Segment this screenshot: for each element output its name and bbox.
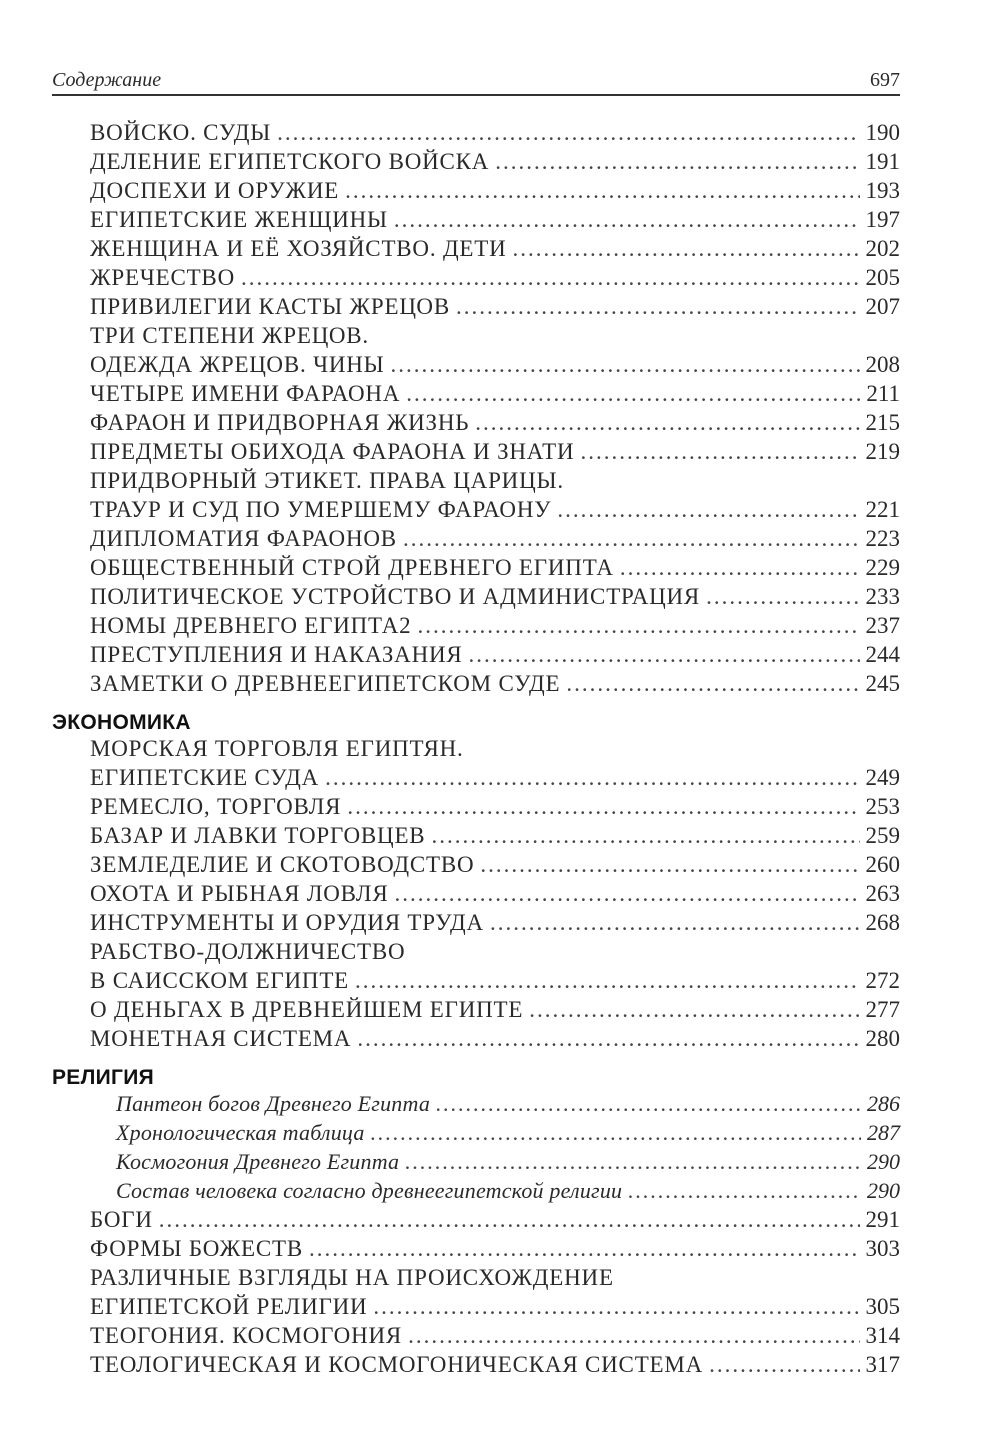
toc-entry-page: 290	[867, 1178, 900, 1203]
toc-entry-title: Хронологическая таблица	[116, 1120, 365, 1145]
toc-entry	[52, 671, 900, 700]
toc-entry-title: ФАРАОН И ПРИДВОРНАЯ ЖИЗНЬ	[90, 410, 470, 435]
table-of-contents	[52, 120, 900, 1381]
toc-entry	[52, 497, 900, 526]
toc-entry-page: 260	[865, 852, 900, 877]
toc-entry-page: 215	[865, 410, 900, 435]
toc-entry-title: О ДЕНЬГАХ В ДРЕВНЕЙШЕМ ЕГИПТЕ	[90, 997, 524, 1022]
toc-entry-title: ВОЙСКО. СУДЫ	[90, 120, 272, 145]
dot-leader	[405, 1149, 861, 1175]
toc-entry-page: 287	[867, 1120, 900, 1145]
toc-entry	[52, 323, 900, 352]
dot-leader	[394, 207, 860, 233]
toc-entry	[52, 939, 900, 968]
toc-entry-title: ЗАМЕТКИ О ДРЕВНЕЕГИПЕТСКОМ СУДЕ	[90, 671, 561, 696]
toc-entry-title: ОБЩЕСТВЕННЫЙ СТРОЙ ДРЕВНЕГО ЕГИПТА	[90, 555, 614, 580]
toc-entry	[52, 910, 900, 939]
toc-entry-page: 221	[865, 497, 900, 522]
toc-entry-title: ДОСПЕХИ И ОРУЖИЕ	[90, 178, 340, 203]
dot-leader	[580, 439, 859, 465]
toc-entry-title: ДИПЛОМАТИЯ ФАРАОНОВ	[90, 526, 397, 551]
toc-entry-page: 219	[865, 439, 900, 464]
toc-entry-page: 249	[865, 765, 900, 790]
toc-entry-page: 268	[865, 910, 900, 935]
toc-religion-sub-list	[52, 1091, 900, 1207]
toc-entry	[52, 823, 900, 852]
toc-entry-title: Состав человека согласно древнеегипетской религии	[116, 1178, 623, 1203]
dot-leader	[628, 1178, 861, 1204]
toc-entry-page: 211	[866, 381, 900, 406]
dot-leader	[490, 910, 860, 936]
dot-leader	[345, 178, 859, 204]
toc-entry-title: Пантеон богов Древнего Египта	[116, 1091, 431, 1116]
dot-leader	[309, 1236, 860, 1262]
toc-economy-list	[52, 736, 900, 1055]
toc-entry-page: 277	[865, 997, 900, 1022]
toc-entry-page: 291	[865, 1207, 900, 1232]
dot-leader	[371, 1120, 861, 1146]
toc-entry-page: 202	[865, 236, 900, 261]
toc-entry-page: 208	[865, 352, 900, 377]
toc-entry-page: 223	[865, 526, 900, 551]
toc-entry-title: ОДЕЖДА ЖРЕЦОВ. ЧИНЫ	[90, 352, 385, 377]
toc-entry-title: ФОРМЫ БОЖЕСТВ	[90, 1236, 303, 1261]
dot-leader	[709, 1352, 859, 1378]
toc-entry-title: ИНСТРУМЕНТЫ И ОРУДИЯ ТРУДА	[90, 910, 484, 935]
dot-leader	[347, 794, 859, 820]
toc-entry	[52, 997, 900, 1026]
toc-entry-page: 205	[865, 265, 900, 290]
dot-leader	[394, 881, 859, 907]
dot-leader	[325, 765, 859, 791]
toc-entry-page: 314	[865, 1323, 900, 1348]
dot-leader	[475, 410, 859, 436]
toc-entry	[52, 555, 900, 584]
toc-entry	[52, 468, 900, 497]
toc-entry	[52, 1352, 900, 1381]
toc-entry-title: БАЗАР И ЛАВКИ ТОРГОВЦЕВ	[90, 823, 426, 848]
toc-entry-title: ЖЕНЩИНА И ЕЁ ХОЗЯЙСТВО. ДЕТИ	[90, 236, 507, 261]
dot-leader	[620, 555, 860, 581]
toc-entry	[52, 642, 900, 671]
dot-leader	[373, 1294, 859, 1320]
toc-entry-page: 290	[867, 1149, 900, 1174]
dot-leader	[456, 294, 860, 320]
toc-entry-page: 317	[865, 1352, 900, 1377]
toc-entry	[52, 265, 900, 294]
dot-leader	[557, 497, 859, 523]
toc-entry	[52, 1265, 900, 1294]
toc-entry-title: ТЕОГОНИЯ. КОСМОГОНИЯ	[90, 1323, 403, 1348]
toc-entry-title: В САИССКОМ ЕГИПТЕ	[90, 968, 350, 993]
toc-entry	[52, 613, 900, 642]
dot-leader	[391, 352, 860, 378]
toc-entry-title: ТРАУР И СУД ПО УМЕРШЕМУ ФАРАОНУ	[90, 497, 552, 522]
toc-entry-title: ПОЛИТИЧЕСКОЕ УСТРОЙСТВО И АДМИНИСТРАЦИЯ	[90, 584, 701, 609]
toc-entry	[52, 439, 900, 468]
toc-entry	[52, 1294, 900, 1323]
toc-entry	[52, 1091, 900, 1120]
toc-entry-title: ПРИДВОРНЫЙ ЭТИКЕТ. ПРАВА ЦАРИЦЫ.	[90, 468, 564, 493]
toc-entry	[52, 1149, 900, 1178]
toc-entry	[52, 736, 900, 765]
dot-leader	[436, 1091, 861, 1117]
toc-entry-page: 286	[867, 1091, 900, 1116]
toc-entry-title: ПРЕДМЕТЫ ОБИХОДА ФАРАОНА И ЗНАТИ	[90, 439, 575, 464]
toc-entry-title: ПРИВИЛЕГИИ КАСТЫ ЖРЕЦОВ	[90, 294, 450, 319]
header-page-number: 697	[870, 69, 900, 91]
toc-entry	[52, 1026, 900, 1055]
toc-entry	[52, 794, 900, 823]
toc-entry	[52, 207, 900, 236]
toc-entry-title: РАЗЛИЧНЫЕ ВЗГЛЯДЫ НА ПРОИСХОЖДЕНИЕ	[90, 1265, 614, 1290]
dot-leader	[417, 613, 859, 639]
toc-entry-title: ЧЕТЫРЕ ИМЕНИ ФАРАОНА	[90, 381, 401, 406]
toc-entry	[52, 1207, 900, 1236]
dot-leader	[355, 968, 859, 994]
toc-entry-title: ТРИ СТЕПЕНИ ЖРЕЦОВ.	[90, 323, 369, 348]
toc-entry-title: РАБСТВО-ДОЛЖНИЧЕСТВО	[90, 939, 406, 964]
toc-entry	[52, 968, 900, 997]
running-header	[52, 62, 900, 96]
toc-entry-page: 207	[865, 294, 900, 319]
toc-entry-title: ПРЕСТУПЛЕНИЯ И НАКАЗАНИЯ	[90, 642, 463, 667]
toc-entry-page: 229	[865, 555, 900, 580]
toc-top-list	[52, 120, 900, 700]
toc-entry	[52, 352, 900, 381]
toc-entry	[52, 178, 900, 207]
toc-entry-title: ОХОТА И РЫБНАЯ ЛОВЛЯ	[90, 881, 389, 906]
dot-leader	[513, 236, 860, 262]
toc-entry	[52, 410, 900, 439]
dot-leader	[159, 1207, 860, 1233]
toc-entry-title: ЖРЕЧЕСТВО	[90, 265, 235, 290]
header-title: Содержание	[52, 69, 162, 91]
toc-entry	[52, 236, 900, 265]
toc-entry-page: 253	[865, 794, 900, 819]
toc-entry-title: ЕГИПЕТСКИЕ СУДА	[90, 765, 320, 790]
toc-entry	[52, 584, 900, 613]
toc-entry	[52, 1120, 900, 1149]
dot-leader	[529, 997, 859, 1023]
toc-entry	[52, 852, 900, 881]
toc-entry	[52, 881, 900, 910]
toc-entry-page: 263	[865, 881, 900, 906]
dot-leader	[431, 823, 859, 849]
toc-entry-page: 280	[865, 1026, 900, 1051]
dot-leader	[408, 1323, 859, 1349]
toc-entry-page: 305	[865, 1294, 900, 1319]
dot-leader	[403, 526, 860, 552]
toc-entry	[52, 526, 900, 555]
toc-entry-page: 191	[865, 149, 900, 174]
toc-entry-title: НОМЫ ДРЕВНЕГО ЕГИПТА2	[90, 613, 412, 638]
toc-entry	[52, 1236, 900, 1265]
toc-entry-title: РЕМЕСЛО, ТОРГОВЛЯ	[90, 794, 342, 819]
dot-leader	[406, 381, 860, 407]
dot-leader	[357, 1026, 859, 1052]
dot-leader	[469, 642, 860, 668]
dot-leader	[706, 584, 859, 610]
section-title-religion: РЕЛИГИЯ	[52, 1066, 155, 1089]
toc-entry-page: 233	[865, 584, 900, 609]
toc-entry	[52, 120, 900, 149]
toc-entry	[52, 1178, 900, 1207]
dot-leader	[495, 149, 859, 175]
toc-entry-title: БОГИ	[90, 1207, 153, 1232]
toc-entry	[52, 294, 900, 323]
toc-entry	[52, 1323, 900, 1352]
toc-entry	[52, 765, 900, 794]
toc-page	[52, 62, 900, 1381]
toc-religion-list	[52, 1207, 900, 1381]
toc-entry-page: 245	[865, 671, 900, 696]
toc-entry-page: 259	[865, 823, 900, 848]
toc-entry-title: ЗЕМЛЕДЕЛИЕ И СКОТОВОДСТВО	[90, 852, 475, 877]
toc-entry-page: 303	[865, 1236, 900, 1261]
toc-entry-title: МОРСКАЯ ТОРГОВЛЯ ЕГИПТЯН.	[90, 736, 464, 761]
dot-leader	[277, 120, 859, 146]
toc-entry-page: 197	[865, 207, 900, 232]
toc-entry-title: МОНЕТНАЯ СИСТЕМА	[90, 1026, 352, 1051]
dot-leader	[566, 671, 859, 697]
dot-leader	[480, 852, 859, 878]
dot-leader	[241, 265, 860, 291]
toc-entry-title: ЕГИПЕТСКОЙ РЕЛИГИИ	[90, 1294, 368, 1319]
toc-entry-page: 244	[865, 642, 900, 667]
toc-entry-page: 237	[865, 613, 900, 638]
toc-entry	[52, 381, 900, 410]
toc-entry-page: 272	[865, 968, 900, 993]
toc-entry	[52, 149, 900, 178]
toc-entry-page: 193	[865, 178, 900, 203]
toc-entry-page: 190	[865, 120, 900, 145]
toc-entry-title: Космогония Древнего Египта	[116, 1149, 400, 1174]
toc-entry-title: ЕГИПЕТСКИЕ ЖЕНЩИНЫ	[90, 207, 388, 232]
section-title-economy: ЭКОНОМИКА	[52, 711, 191, 734]
toc-entry-title: ДЕЛЕНИЕ ЕГИПЕТСКОГО ВОЙСКА	[90, 149, 490, 174]
toc-entry-title: ТЕОЛОГИЧЕСКАЯ И КОСМОГОНИЧЕСКАЯ СИСТЕМА	[90, 1352, 704, 1377]
